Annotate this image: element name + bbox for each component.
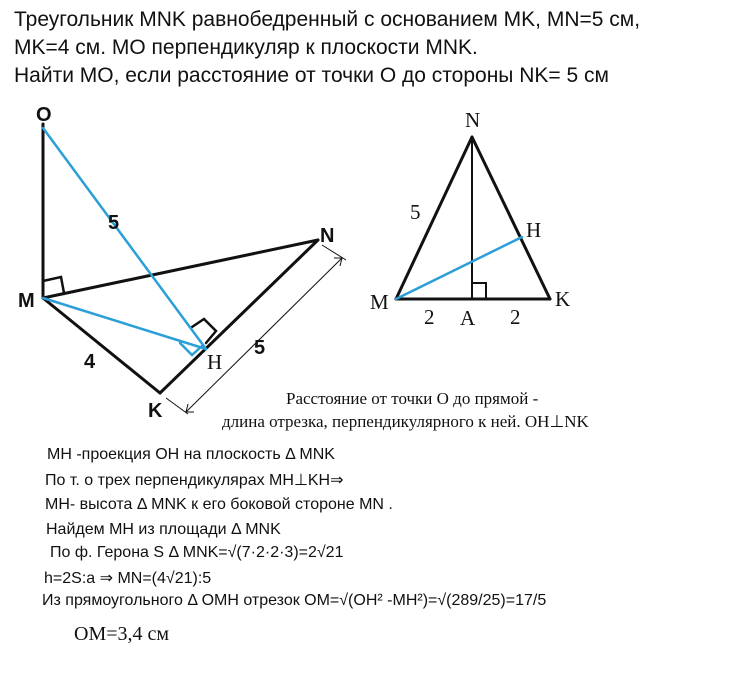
solution-answer: OM=3,4 см [74, 623, 170, 645]
solution-line-4: Найдем MH из площади Δ MNK [46, 521, 281, 538]
segment-right-mh [396, 237, 522, 299]
right-angle-mark-a [472, 283, 486, 299]
segment-mk [43, 298, 160, 393]
dim-ext-k [166, 398, 188, 414]
solution-line-3: MH- высота Δ MNK к его боковой стороне MN . [45, 496, 393, 513]
note-line-1: Расстояние от точки O до прямой - [286, 389, 539, 408]
label-point-h: H [207, 350, 223, 374]
segment-oh [43, 128, 206, 349]
label-right-h: H [526, 218, 542, 242]
solution-line-6: h=2S:a ⇒ MN=(4√21):5 [44, 570, 212, 587]
label-point-k: K [148, 400, 163, 422]
label-right-a: A [460, 306, 476, 330]
solution-line-1: MH -проекция OH на плоскость Δ MNK [47, 446, 335, 463]
solution-line-2: По т. о трех перпендикулярах MH⊥KH⇒ [45, 472, 344, 489]
label-nk-length: 5 [254, 337, 266, 359]
note-line-2: длина отрезка, перпендикулярного к ней. OH⊥NK [222, 412, 589, 431]
label-right-n: N [465, 108, 481, 132]
segment-mn [43, 240, 318, 298]
problem-line-1: Треугольник MNK равнобедренный с основанием MK, MN=5 см, [14, 8, 641, 31]
label-mk-length: 4 [84, 351, 96, 373]
solution-line-5: По ф. Герона S Δ MNK=√(7·2·2·3)=2√21 [50, 544, 344, 561]
label-right-ma-length: 2 [424, 305, 435, 329]
label-right-mn-length: 5 [410, 200, 421, 224]
segment-kn [160, 240, 318, 393]
segment-mh [43, 298, 206, 349]
label-point-n: N [320, 225, 335, 247]
label-point-o: O [36, 104, 52, 126]
label-right-k: K [555, 287, 571, 311]
label-oh-length: 5 [108, 212, 120, 234]
problem-line-3: Найти MO, если расстояние от точки O до стороны NK= 5 см [14, 64, 609, 87]
problem-line-2: MK=4 см. MO перпендикуляр к плоскости MNK. [14, 36, 478, 59]
right-angle-mark-m [43, 277, 64, 293]
label-right-m: M [370, 290, 389, 314]
solution-line-7: Из прямоугольного Δ OMH отрезок OM=√(OH² -MH²)=√(289/25)=17/5 [42, 592, 547, 609]
segment-right-mn [396, 137, 472, 299]
right-angle-mark-h-oh [192, 319, 216, 343]
label-point-m: M [18, 290, 35, 312]
label-right-ak-length: 2 [510, 305, 521, 329]
